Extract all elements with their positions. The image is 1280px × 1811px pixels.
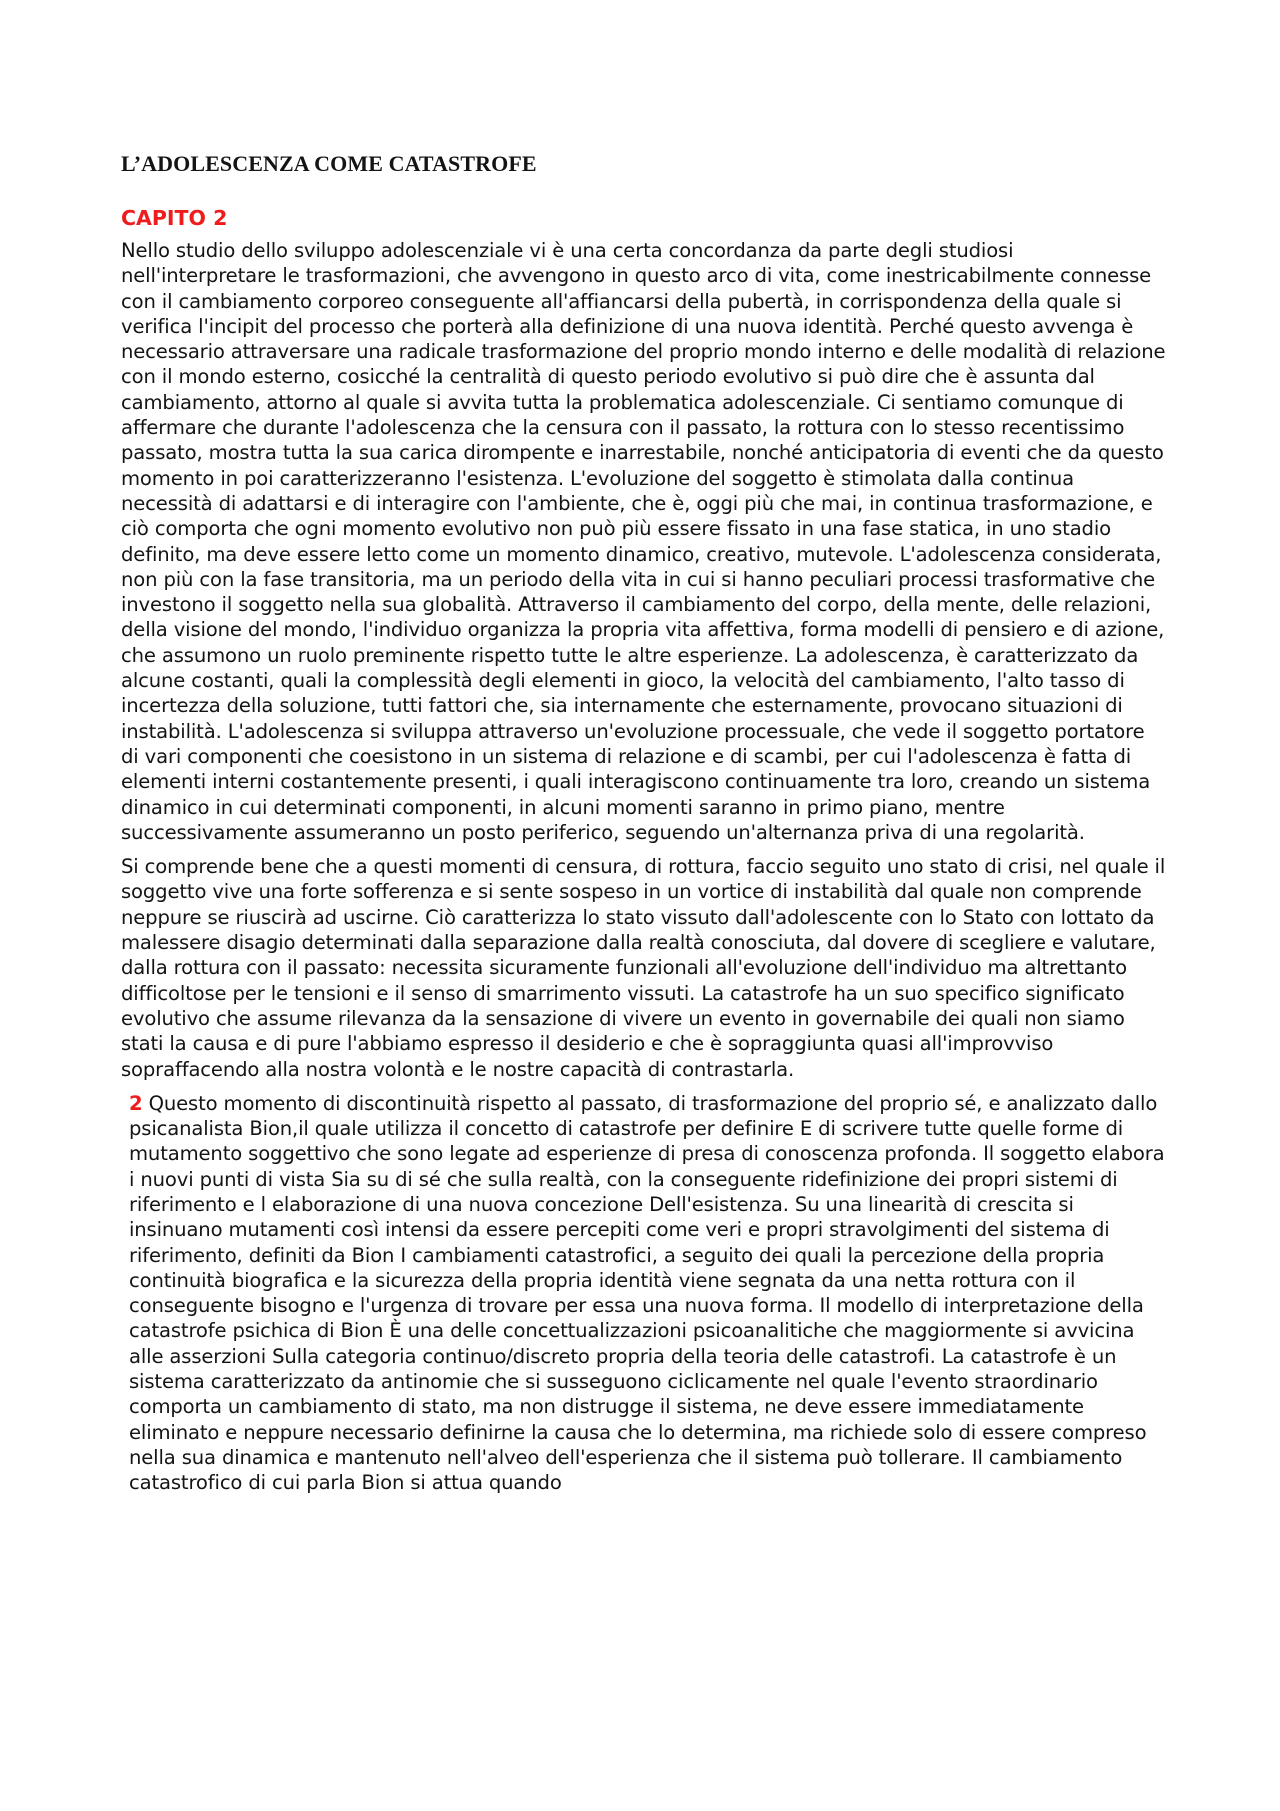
document-title: L’ADOLESCENZA COME CATASTROFE [121,151,537,176]
document-content [121,150,1166,1495]
paragraph-1: Nello studio dello sviluppo adolescenziale vi è una certa concordanza da parte degli studiosi nell'interpretare le trasformazioni, che avvengono in questo arco di vita, come inestricabilmente connesse con il cambiamento corporeo conseguente all'affiancarsi della pubertà, in corrispondenza della quale si verifica l'incipit del processo che porterà alla definizione di una nuova identità. Perché questo avvenga è necessario attraversare una radicale trasformazione del proprio mondo interno e delle modalità di relazione con il mondo esterno, cosicché la centralità di questo periodo evolutivo si può dire che è assunta dal cambiamento, attorno al quale si avvita tutta la problematica adolescenziale. Ci sentiamo comunque di affermare che durante l'adolescenza che la censura con il passato, la rottura con lo stesso recentissimo passato, mostra tutta la sua carica dirompente e inarrestabile, nonché anticipatoria di eventi che da questo momento in poi caratterizzeranno l'esistenza. L'evoluzione del soggetto è stimolata dalla continua necessità di adattarsi e di interagire con l'ambiente, che è, oggi più che mai, in continua trasformazione, e ciò comporta che ogni momento evolutivo non può più essere fissato in una fase statica, in uno stadio definito, ma deve essere letto come un momento dinamico, creativo, mutevole. L'adolescenza considerata, non più con la fase transitoria, ma un periodo della vita in cui si hanno peculiari processi trasformative che investono il soggetto nella sua globalità. Attraverso il cambiamento del corpo, della mente, delle relazioni, della visione del mondo, l'individuo organizza la propria vita affettiva, forma modelli di pensiero e di azione, che assumono un ruolo preminente rispetto tutte le altre esperienze. La adolescenza, è caratterizzato da alcune costanti, quali la complessità degli elementi in gioco, la velocità del cambiamento, l'alto tasso di incertezza della soluzione, tutti fattori che, sia internamente che esternamente, provocano situazioni di instabilità. L'adolescenza si sviluppa attraverso un'evoluzione processuale, che vede il soggetto portatore di vari componenti che coesistono in un sistema di relazione e di scambi, per cui l'adolescenza è fatta di elementi interni costantemente presenti, i quali interagiscono continuamente tra loro, creando un sistema dinamico in cui determinati componenti, in alcuni momenti saranno in primo piano, mentre successivamente assumeranno un posto periferico, seguendo un'alternanza priva di una regolarità. [121,239,1166,844]
body-text [121,238,1166,1505]
paragraph-3-text: Questo momento di discontinuità rispetto al passato, di trasformazione del proprio sé, e analizzato dallo psicanalista Bion,il quale utilizza il concetto di catastrofe per definire E di scrivere tutte quelle forme di mutamento soggettivo che sono legate ad esperienze di presa di conoscenza profonda. Il soggetto elabora i nuovi punti di vista Sia su di sé che sulla realtà, con la conseguente ridefinizione dei propri sistemi di riferimento e l elaborazione di una nuova concezione Dell'esistenza. Su una linearità di crescita si insinuano mutamenti così intensi da essere percepiti come veri e propri stravolgimenti del sistema di riferimento, definiti da Bion I cambiamenti catastrofici, a seguito dei quali la percezione della propria continuità biografica e la sicurezza della propria identità viene segnata da una netta rottura con il conseguente bisogno e l'urgenza di trovare per essa una nuova forma. Il modello di interpretazione della catastrofe psichica di Bion È una delle concettualizzazioni psicoanalitiche che maggiormente si avvicina alle asserzioni Sulla categoria continuo/discreto propria della teoria delle catastrofi. La catastrofe è un sistema caratterizzato da antinomie che si susseguono ciclicamente nel quale l'evento straordinario comporta un cambiamento di stato, ma non distrugge il sistema, ne deve essere immediatamente eliminato e neppure necessario definirne la causa che lo determina, ma richiede solo di essere compreso nella sua dinamica e mantenuto nell'alveo dell'esperienza che il sistema può tollerare. Il cambiamento catastrofico di cui parla Bion si attua quando [129,1091,1165,1495]
paragraph-2: Si comprende bene che a questi momenti di censura, di rottura, faccio seguito uno stato di crisi, nel quale il soggetto vive una forte sofferenza e si sente sospeso in un vortice di instabilità dal quale non comprende neppure se riuscirà ad uscirne. Ciò caratterizza lo stato vissuto dall'adolescente con lo Stato con lottato da malessere disagio determinati dalla separazione dalla realtà conosciuta, dal dovere di scegliere e valutare, dalla rottura con il passato: necessita sicuramente funzionali all'evoluzione dell'individuo ma altrettanto difficoltose per le tensioni e il senso di smarrimento vissuti. La catastrofe ha un suo specifico significato evolutivo che assume rilevanza da la sensazione di vivere un evento in governabile dei quali non siamo stati la causa e di pure l'abbiamo espresso il desiderio e che è sopraggiunta quasi all'improvviso sopraffacendo alla nostra volontà e le nostre capacità di contrastarla. [121,855,1166,1081]
chapter-heading: CAPITO 2 [121,206,228,230]
paragraph-3 [129,1091,1166,1496]
note-reference-marker: 2 [129,1091,143,1115]
